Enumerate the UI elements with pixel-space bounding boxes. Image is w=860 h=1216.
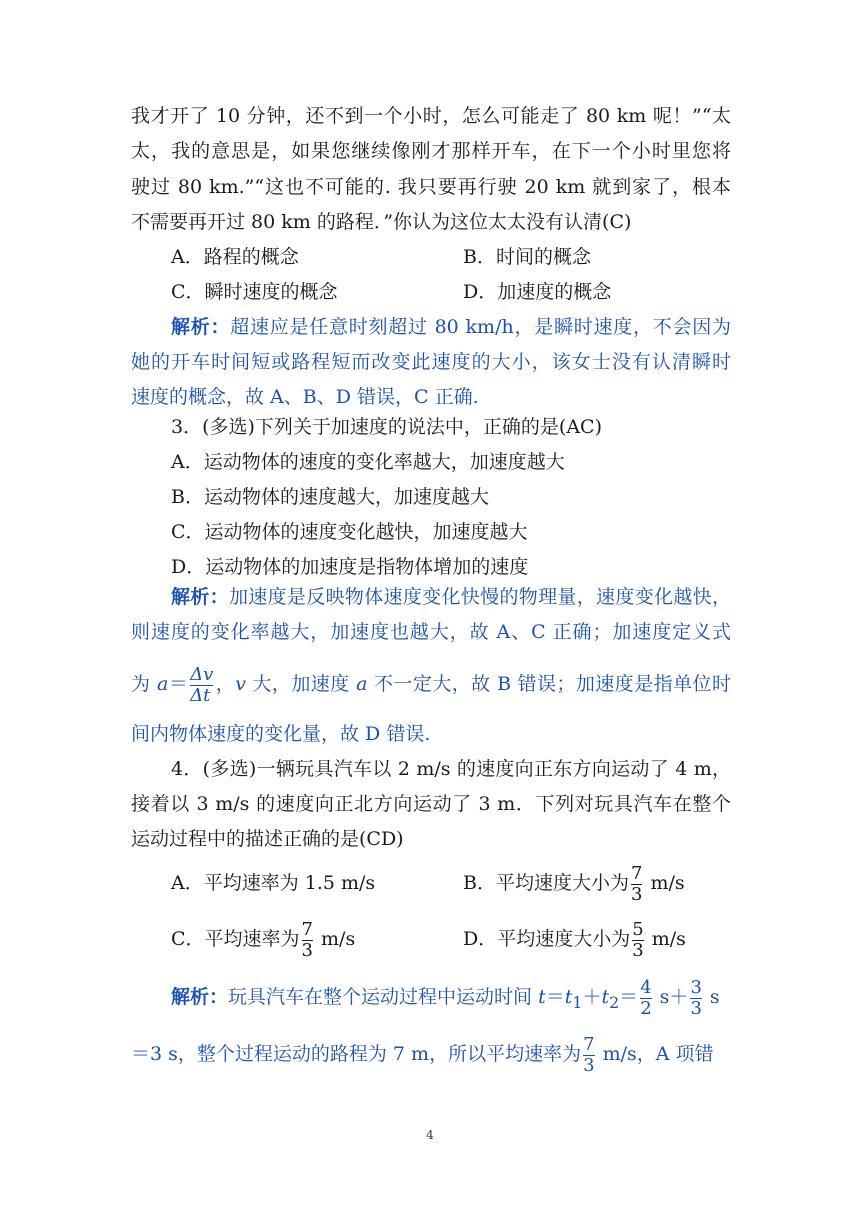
q2-option-d: D．加速度的概念 [463, 281, 612, 303]
subscript: 2 [609, 992, 620, 1012]
story-line-2: 太，我的意思是，如果您继续像刚才那样开车，在下一个小时里您将 [131, 140, 731, 162]
q3-text: 大，加速度 [245, 673, 357, 695]
q4-analysis-line-1 [171, 976, 731, 1024]
fraction-denominator: 3 [301, 939, 313, 961]
q3-option-b: B．运动物体的速度越大，加速度越大 [171, 486, 489, 508]
equals-sign: ＝ [545, 986, 565, 1008]
q2-option-c: C．瞬时速度的概念 [171, 281, 338, 303]
q4-stem-line-2: 接着以 3 m/s 的速度向正北方向运动了 3 m．下列对玩具汽车在整个 [131, 793, 731, 815]
q4-option-a: A．平均速率为 1.5 m/s [171, 872, 376, 894]
q3-analysis-text-1: 加速度是反映物体速度变化快慢的物理量，速度变化越快， [228, 586, 731, 608]
unit: m/s [644, 872, 685, 894]
q3-analysis-line-4: 间内物体速度的变化量，故 D 错误. [131, 723, 431, 745]
fraction-5-3 [632, 920, 643, 961]
fraction-dv-dt [190, 665, 213, 706]
fraction-numerator: 4 [640, 976, 652, 998]
q4-option-text: C．平均速率为 [171, 928, 300, 950]
story-line-3: 驶过 80 km.”“这也不可能的. 我只要再行驶 20 km 就到家了，根本 [131, 176, 731, 198]
q4-text: s＋ [653, 986, 689, 1008]
analysis-label: 解析： [171, 316, 231, 338]
var-a: a [156, 673, 169, 695]
fraction-numerator: 5 [632, 918, 644, 940]
fraction-7-3 [583, 1035, 594, 1076]
q4-text: m/s，A 项错 [596, 1043, 714, 1065]
equals-sign: ＝ [168, 673, 189, 695]
var-a: a [356, 673, 368, 695]
q3-option-c: C．运动物体的速度变化越快，加速度越大 [171, 521, 528, 543]
q4-stem-line-3: 运动过程中的描述正确的是(CD) [131, 828, 404, 850]
plus-sign: ＋ [582, 986, 602, 1008]
q2-analysis-line-1 [171, 314, 731, 340]
var-v: v [235, 673, 246, 695]
q3-option-d: D．运动物体的加速度是指物体增加的速度 [171, 556, 529, 578]
equals-sign: ＝ [619, 986, 639, 1008]
q4-stem-line-1: 4．(多选)一辆玩具汽车以 2 m/s 的速度向正东方向运动了 4 m， [171, 758, 731, 780]
fraction-numerator: 7 [630, 862, 643, 884]
story-line-4: 不需要再开过 80 km 的路程．”你认为这位太太没有认清(C) [131, 211, 632, 233]
fraction-denominator: 3 [630, 883, 643, 905]
fraction-numerator: 7 [583, 1033, 595, 1055]
q4-option-c [171, 918, 451, 961]
fraction-numerator: 3 [690, 976, 702, 998]
q4-text: s [703, 986, 720, 1008]
analysis-label: 解析： [171, 986, 229, 1008]
page-number: 4 [426, 1128, 434, 1142]
q3-analysis-line-3 [131, 662, 731, 706]
fraction-numerator: 7 [301, 918, 313, 940]
q2-analysis-line-2: 她的开车时间短或路程短而改变此速度的大小，该女士没有认清瞬时 [131, 351, 731, 373]
q3-text: 为 [131, 673, 157, 695]
unit: m/s [645, 928, 686, 950]
fraction-numerator: Δv [190, 663, 214, 685]
q3-analysis-line-2: 则速度的变化率越大，加速度也越大，故 A、C 正确；加速度定义式 [131, 621, 731, 643]
q2-option-a: A．路程的概念 [171, 246, 299, 268]
q3-analysis-line-1 [171, 584, 731, 610]
fraction-denominator: 3 [632, 939, 644, 961]
fraction-denominator: 2 [640, 997, 652, 1019]
fraction-7-3 [631, 864, 642, 905]
fraction-denominator: Δt [190, 684, 211, 706]
q4-option-b [463, 862, 743, 905]
fraction-denominator: 3 [690, 997, 702, 1019]
q4-option-text: B．平均速度大小为 [463, 872, 629, 894]
q2-analysis-text-1: 超速应是任意时刻超过 80 km/h，是瞬时速度，不会因为 [230, 316, 731, 338]
var-t2: t [601, 986, 610, 1008]
analysis-label: 解析： [171, 586, 229, 608]
q4-text: ＝3 s，整个过程运动的路程为 7 m，所以平均速率为 [131, 1043, 582, 1065]
q4-option-d [463, 918, 743, 961]
q4-option-text: D．平均速度大小为 [463, 928, 631, 950]
q4-text: 玩具汽车在整个运动过程中运动时间 [228, 986, 539, 1008]
subscript: 1 [572, 992, 583, 1012]
fraction-4-2 [640, 978, 651, 1019]
q4-analysis-line-2 [131, 1033, 731, 1076]
fraction-3-3 [690, 978, 701, 1019]
q3-text: 不一定大，故 B 错误；加速度是指单位时 [367, 673, 731, 695]
q2-analysis-line-3: 速度的概念，故 A、B、D 错误，C 正确. [131, 386, 479, 408]
q3-text: ， [215, 673, 236, 695]
q3-stem: 3．(多选)下列关于加速度的说法中，正确的是(AC) [171, 416, 602, 438]
var-t1: t [564, 986, 573, 1008]
q2-option-b: B．时间的概念 [463, 246, 591, 268]
q3-option-a: A．运动物体的速度的变化率越大，加速度越大 [171, 451, 565, 473]
story-line-1: 我才开了 10 分钟，还不到一个小时，怎么可能走了 80 km 呢！”“太 [131, 105, 731, 127]
var-t: t [538, 986, 546, 1008]
fraction-7-3 [302, 920, 313, 961]
fraction-denominator: 3 [583, 1054, 595, 1076]
unit: m/s [315, 928, 356, 950]
